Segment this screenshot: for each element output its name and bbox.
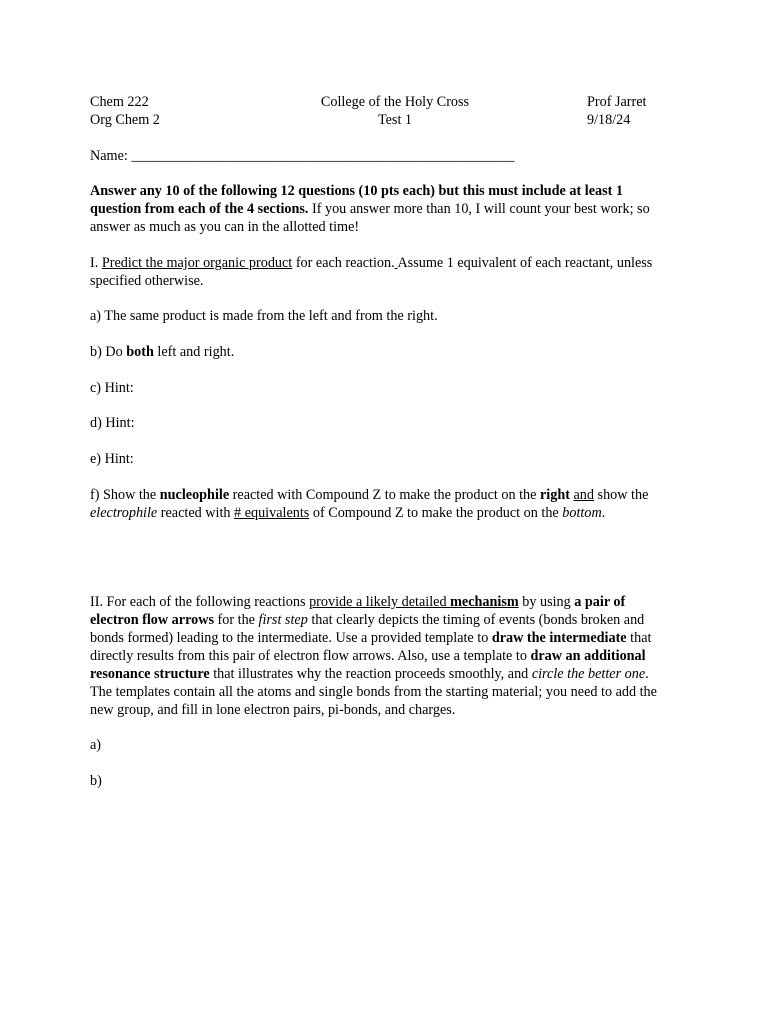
section-2-text: . The templates contain all the atoms and single bonds from the starting material; you need to add the new group, and fill in lone electron pairs, pi-bonds, and charges. [90, 666, 657, 718]
section-2-intermediate: draw the intermediate [491, 630, 627, 646]
course-number: Chem 222 [90, 94, 149, 110]
section-1-heading [90, 254, 670, 290]
question-1d-text: d) Hint: [90, 415, 135, 431]
name-blank-line[interactable]: ______________________________________________________ [131, 148, 515, 164]
question-1e-text: e) Hint: [90, 451, 134, 467]
question-1e [90, 450, 134, 468]
question-1f-right: right [540, 487, 570, 503]
header-left [90, 93, 160, 129]
section-2-first-step: first step [258, 612, 308, 628]
course-name: Org Chem 2 [90, 112, 160, 128]
instructions-paragraph [90, 182, 670, 236]
question-1f-part: f) Show the [90, 487, 160, 503]
section-1-mid: for each reaction. [292, 255, 395, 271]
question-1f-nucleophile: nucleophile [159, 487, 230, 503]
question-1b-bold: both [126, 344, 154, 360]
header-right [587, 93, 647, 129]
question-1b-pre: b) Do [90, 344, 127, 360]
question-1c [90, 379, 134, 397]
section-2-arrows: a pair of electron flow arrows [90, 594, 626, 628]
section-2-mechanism: mechanism [450, 594, 519, 610]
question-2a [90, 736, 101, 754]
question-1f-part: of Compound Z to make the product on the [309, 505, 563, 521]
question-1b [90, 343, 234, 361]
college-name: College of the Holy Cross [320, 94, 470, 110]
question-1a [90, 307, 438, 325]
question-2a-text: a) [90, 737, 102, 753]
question-1f-part: reacted with Compound Z to make the product on the [229, 487, 540, 503]
question-1f-bottom: bottom [562, 505, 602, 521]
question-1f-part: . [601, 505, 606, 521]
question-1f [90, 486, 670, 522]
section-2-text: for the [213, 612, 259, 628]
question-1a-text: a) The same product is made from the left and from the right. [90, 308, 438, 324]
section-2-underlined: provide a likely detailed [309, 594, 451, 610]
question-1d [90, 414, 135, 432]
question-1f-and: and [573, 487, 594, 503]
question-2b [90, 772, 102, 790]
instructions-normal: If you answer more than 10, I will count your best work; so answer as much as you can in the allotted time! [90, 201, 650, 235]
question-2b-text: b) [90, 773, 102, 789]
professor-name: Prof Jarret [587, 94, 647, 110]
section-2-text: by using [518, 594, 575, 610]
section-2-text: that clearly depicts the timing of events (bonds broken and bonds formed) leading to the intermediate. Use a provided template to [90, 612, 645, 646]
question-1c-text: c) Hint: [90, 380, 134, 396]
name-label: Name: [90, 148, 132, 164]
question-1f-part: reacted with [157, 505, 235, 521]
section-1-rest: Assume 1 equivalent of each reactant, unless specified otherwise. [90, 255, 653, 289]
section-2-circle: circle the better one [531, 666, 646, 682]
section-2-resonance: draw an additional resonance structure [90, 648, 646, 682]
name-field[interactable] [90, 147, 514, 165]
section-2-text: II. For each of the following reactions [90, 594, 310, 610]
header-center [300, 93, 490, 129]
question-1f-part: show the [594, 487, 649, 503]
question-1f-equivalents: # equivalents [234, 505, 310, 521]
question-1f-electrophile: electrophile [90, 505, 158, 521]
test-date: 9/18/24 [587, 112, 631, 128]
question-1b-post: left and right. [153, 344, 235, 360]
section-2-text: that illustrates why the reaction proceeds smoothly, and [209, 666, 532, 682]
test-title: Test 1 [377, 112, 413, 128]
section-1-task: Predict the major organic product [101, 255, 293, 271]
section-2-paragraph [90, 593, 670, 719]
section-1-numeral: I. [90, 255, 102, 271]
instructions-bold: Answer any 10 of the following 12 questions (10 pts each) but this must include at least 1 question from each of the 4 sections. [90, 183, 623, 217]
section-2-text: that directly results from this pair of electron flow arrows. Also, use a template to [90, 630, 652, 664]
